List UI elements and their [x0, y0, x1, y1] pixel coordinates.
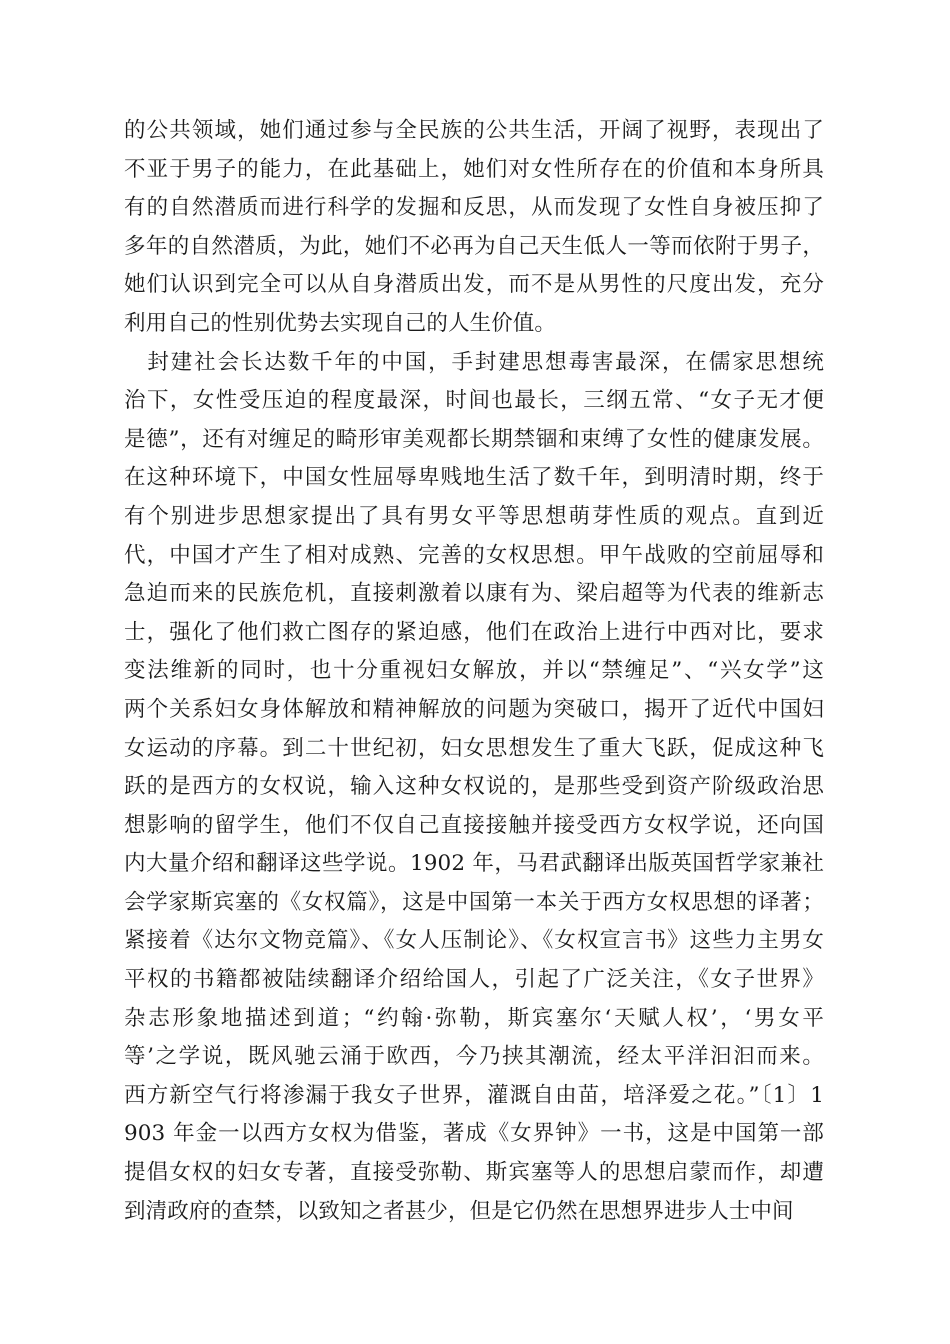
text-line: 内大量介绍和翻译这些学说。1902 年，马君武翻译出版英国哲学家兼社 — [124, 851, 824, 877]
text-line: 急迫而来的民族危机，直接刺激着以康有为、梁启超等为代表的维新志 — [124, 581, 824, 607]
text-line: 有的自然潜质而进行科学的发掘和反思，从而发现了女性自身被压抑了 — [124, 195, 824, 221]
text-line: 的公共领域，她们通过参与全民族的公共生活，开阔了视野，表现出了 — [124, 118, 824, 143]
text-line: 西方新空气行将渗漏于我女子世界，灌溉自由苗，培泽爱之花。”〔1〕1 — [124, 1082, 824, 1108]
paragraph-1 — [124, 112, 824, 344]
text-line: 平权的书籍都被陆续翻译介绍给国人，引起了广泛关注，《女子世界》 — [124, 967, 824, 993]
text-line: 代，中国才产生了相对成熟、完善的女权思想。甲午战败的空前屈辱和 — [124, 542, 824, 568]
text-line: 她们认识到完全可以从自身潜质出发，而不是从男性的尺度出发，充分 — [124, 272, 824, 298]
text-line: 士，强化了他们救亡图存的紧迫感，他们在政治上进行中西对比，要求 — [124, 619, 824, 645]
text-line: 903 年金一以西方女权为借鉴，著成《女界钟》一书，这是中国第一部 — [124, 1121, 824, 1147]
text-line: 在这种环境下，中国女性屈辱卑贱地生活了数千年，到明清时期，终于 — [124, 465, 824, 491]
text-line: 想影响的留学生，他们不仅自己直接接触并接受西方女权学说，还向国 — [124, 812, 824, 838]
text-line: 女运动的序幕。到二十世纪初，妇女思想发生了重大飞跃，促成这种飞 — [124, 735, 824, 761]
text-line: 会学家斯宾塞的《女权篇》，这是中国第一本关于西方女权思想的译著； — [124, 889, 824, 915]
text-line: 跃的是西方的女权说，输入这种女权说的，是那些受到资产阶级政治思 — [124, 774, 824, 800]
text-line: 提倡女权的妇女专著，直接受弥勒、斯宾塞等人的思想启蒙而作，却遭 — [124, 1160, 824, 1186]
text-line: 变法维新的同时，也十分重视妇女解放，并以“禁缠足”、“兴女学”这 — [124, 658, 824, 684]
text-line: 到清政府的查禁，以致知之者甚少，但是它仍然在思想界进步人士中间 — [124, 1198, 794, 1224]
body-text — [124, 112, 824, 1231]
text-line: 有个别进步思想家提出了具有男女平等思想萌芽性质的观点。直到近 — [124, 503, 824, 529]
text-line: 杂志形象地描述到道；“约翰·弥勒，斯宾塞尔‘天赋人权’，‘男女平 — [124, 1005, 824, 1031]
text-line: 等’之学说，既风驰云涌于欧西，今乃挟其潮流，经太平洋汩汩而来。 — [124, 1044, 824, 1070]
text-line: 不亚于男子的能力，在此基础上，她们对女性所存在的价值和本身所具 — [124, 156, 824, 182]
text-line: 治下，女性受压迫的程度最深，时间也最长，三纲五常、“女子无才便 — [124, 388, 824, 414]
text-line: 利用自己的性别优势去实现自己的人生价值。 — [124, 310, 557, 336]
paragraph-2 — [124, 344, 824, 1232]
text-line: 紧接着《达尔文物竞篇》、《女人压制论》、《女权宣言书》这些力主男女 — [124, 928, 824, 954]
text-line: 封建社会长达数千年的中国，手封建思想毒害最深，在儒家思想统 — [124, 349, 824, 375]
text-line: 是德”，还有对缠足的畸形审美观都长期禁锢和束缚了女性的健康发展。 — [124, 426, 824, 452]
text-line: 多年的自然潜质，为此，她们不必再为自己天生低人一等而依附于男子， — [124, 233, 824, 259]
text-line: 两个关系妇女身体解放和精神解放的问题为突破口，揭开了近代中国妇 — [124, 696, 824, 722]
